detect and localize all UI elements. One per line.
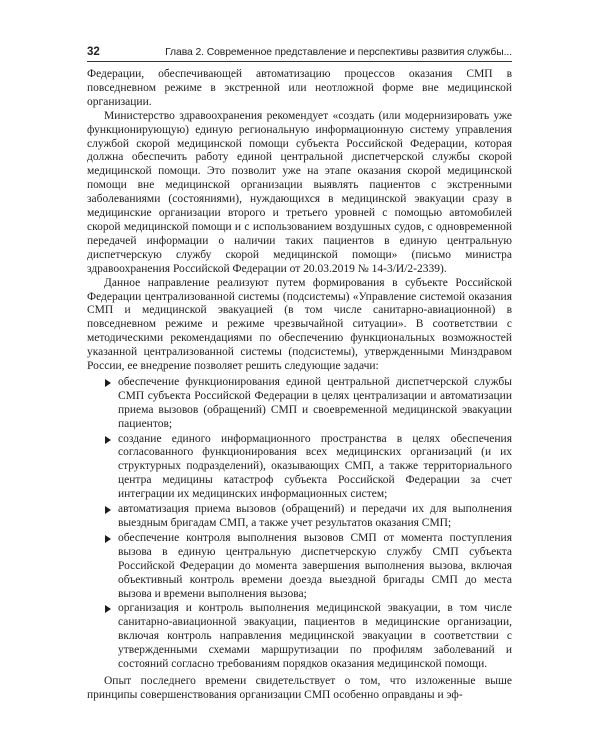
paragraph-conclusion: Опыт последнего времени свидетельствует о том, что изложенные выше принципы совершенствования организации СМП особенно оправданы и эф- (87, 674, 512, 701)
list-item-text: обеспечение контроля выполнения вызовов СМП от момента поступления вызова в единую центральную диспетчерскую службу СМП субъекта Российской Федерации до момента завершения выполнения вызова, включая объективный контроль времени доезда выездной бригады СМП до места вызова и времени выполнения вызова; (118, 531, 512, 600)
list-item (87, 532, 512, 602)
list-item (87, 602, 512, 672)
paragraph-ministry-recommendation: Министерство здравоохранения рекомендует «создать (или модернизировать уже функционирующую) единую региональную информационную систему управления службой скорой медицинской помощи субъекта Российской Федерации, которая должна обеспечить работу единой центральной диспетчерской службы скорой медицинской помощи. Это позволит уже на этапе оказания скорой медицинской помощи вне медицинской организации выявлять пациентов с экстренными заболеваниями (состояниями), нуждающихся в медицинской эвакуации сразу в медицинские организации второго и третьего уровней с помощью автомобилей скорой медицинской помощи и с использованием воздушных судов, с одновременной передачей информации о наличии таких пациентов в единую центральную диспетчерскую службу скорой медицинской помощи» (письмо министра здравоохранения Российской Федерации от 20.03.2019 № 14-3/И/2-2339). (87, 109, 512, 275)
paragraph-centralized-system: Данное направление реализуют путем формирования в субъекте Российской Федерации централизованной системы (подсистемы) «Управление системой оказания СМП и медицинской эвакуацией (в том числе санитарно-авиационной) в повседневном режиме и режиме чрезвычайной ситуации». В соответствии с методическими рекомендациями по обеспечению функциональных возможностей указанной централизованной системы (подсистемы), утвержденными Минздравом России, ее внедрение позволяет решить следующие задачи: (87, 276, 512, 373)
document-page (87, 46, 512, 703)
triangle-bullet-icon (105, 535, 111, 543)
list-item-text: организация и контроль выполнения медицинской эвакуации, в том числе санитарно-авиационной эвакуации, пациентов в медицинские организации, включая контроль направления медицинской эвакуации в соответствии с утвержденными схемами маршрутизации по профилям заболеваний и состояний согласно требованиям порядков оказания медицинской помощи. (118, 602, 512, 671)
list-item-text: обеспечение функционирования единой центральной диспетчерской службы СМП субъекта Российской Федерации в целях централизации и автоматизации приема вызовов (обращений) СМП и своевременной медицинской эвакуации пациентов; (118, 375, 512, 430)
chapter-title: Глава 2. Современное представление и перспективы развития службы... (165, 47, 512, 58)
list-item (87, 503, 512, 531)
list-item-text: создание единого информационного пространства в целях обеспечения согласованного функционирования всех медицинских организаций (и их структурных подразделений), оказывающих СМП, а также территориального центра медицины катастроф субъекта Российской Федерации за счет интеграции их медицинских информационных систем; (118, 432, 512, 501)
running-header (87, 46, 512, 62)
list-item (87, 376, 512, 432)
list-item (87, 433, 512, 503)
paragraph-continuation: Федерации, обеспечивающей автоматизацию процессов оказания СМП в повседневном режиме в экстренной или неотложной форме вне медицинской организации. (87, 68, 512, 108)
list-item-text: автоматизация приема вызовов (обращений) и передачи их для выполнения выездным бригадам СМП, а также учет результатов оказания СМП; (118, 503, 512, 529)
task-list (87, 376, 512, 672)
page-number: 32 (87, 46, 100, 58)
triangle-bullet-icon (105, 605, 111, 613)
triangle-bullet-icon (105, 506, 111, 514)
triangle-bullet-icon (105, 379, 111, 387)
page-body (87, 68, 512, 703)
triangle-bullet-icon (105, 436, 111, 444)
